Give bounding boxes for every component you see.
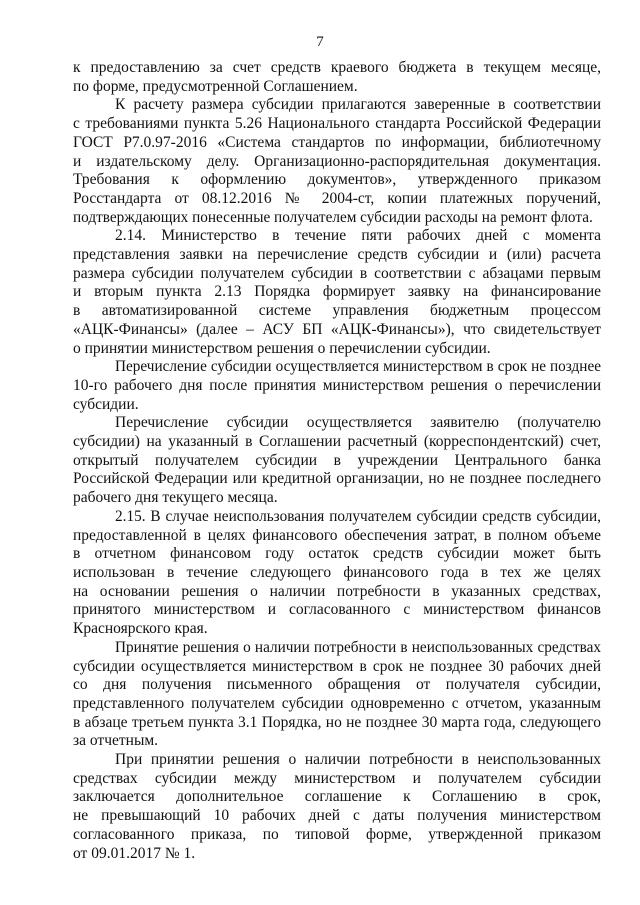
text-line: открытый получателем субсидии в учреждении Центрального банка xyxy=(73,451,601,469)
text-line: «АЦК-Финансы» (далее – АСУ БП «АЦК-Финансы»), что свидетельствует xyxy=(73,320,601,338)
text-line: 2.14. Министерство в течение пяти рабочих дней с момента xyxy=(115,227,601,245)
text-line: При принятии решения о наличии потребности в неиспользованных xyxy=(115,751,601,769)
text-line: рабочего дня текущего месяца. xyxy=(73,489,278,507)
text-line: размера субсидии получателем субсидии в соответствии с абзацами первым xyxy=(73,264,601,282)
text-line: Красноярского края. xyxy=(73,620,208,638)
paragraph xyxy=(73,96,601,227)
text-line: К расчету размера субсидии прилагаются заверенные в соответствии xyxy=(115,96,601,114)
text-line: в автоматизированной системе управления бюджетным процессом xyxy=(73,302,601,320)
text-line: Российской Федерации или кредитной организации, но не позднее последнего xyxy=(73,470,601,488)
text-line: в отчетном финансовом году остаток средств субсидии может быть xyxy=(73,545,601,563)
text-line: согласованного приказа, по типовой форме, утвержденной приказом xyxy=(73,825,601,843)
text-line: субсидии. xyxy=(73,395,139,413)
text-line: с требованиями пункта 5.26 Национального стандарта Российской Федерации xyxy=(73,115,601,133)
text-line: представления заявки на перечисление средств субсидии и (или) расчета xyxy=(73,246,601,264)
text-line: за отчетным. xyxy=(73,732,159,750)
text-line: Перечисление субсидии осуществляется министерством в срок не позднее xyxy=(115,358,601,376)
text-line: от 09.01.2017 № 1. xyxy=(73,844,196,862)
page-number: 7 xyxy=(316,34,324,50)
text-line: принятого министерством и согласованного с министерством финансов xyxy=(73,601,601,619)
paragraph xyxy=(73,358,601,414)
text-line: Требования к оформлению документов», утвержденного приказом xyxy=(73,171,601,189)
paragraph xyxy=(73,751,601,863)
text-line: субсидии) на указанный в Соглашении расчетный (корреспондентский) счет, xyxy=(73,433,601,451)
paragraph xyxy=(73,639,601,751)
text-line: со дня получения письменного обращения от получателя субсидии, xyxy=(73,676,601,694)
text-line: Принятие решения о наличии потребности в неиспользованных средствах xyxy=(115,638,601,656)
text-line: субсидии осуществляется министерством в срок не позднее 30 рабочих дней xyxy=(73,657,601,675)
text-line: по форме, предусмотренной Соглашением. xyxy=(73,77,358,95)
text-line: представленного получателем субсидии одновременно с отчетом, указанным xyxy=(73,694,601,712)
text-line: и вторым пункта 2.13 Порядка формирует заявку на финансирование xyxy=(73,283,601,301)
text-line: подтверждающих понесенные получателем субсидии расходы на ремонт флота. xyxy=(73,208,593,226)
text-line: и издательскому делу. Организационно-распорядительная документация. xyxy=(73,152,601,170)
text-line: ГОСТ Р7.0.97-2016 «Система стандартов по информации, библиотечному xyxy=(73,133,601,151)
paragraph xyxy=(73,508,601,639)
paragraph xyxy=(73,227,601,358)
text-line: на основании решения о наличии потребности в указанных средствах, xyxy=(73,582,601,600)
text-line: предоставленной в целях финансового обеспечения затрат, в полном объеме xyxy=(73,526,601,544)
document-body xyxy=(73,59,601,863)
text-line: 10-го рабочего дня после принятия министерством решения о перечислении xyxy=(73,376,601,394)
text-line: в абзаце третьем пункта 3.1 Порядка, но не позднее 30 марта года, следующего xyxy=(73,713,601,731)
text-line: Перечисление субсидии осуществляется заявителю (получателю xyxy=(115,414,601,432)
text-line: не превышающий 10 рабочих дней с даты получения министерством xyxy=(73,807,601,825)
text-line: заключается дополнительное соглашение к Соглашению в срок, xyxy=(73,788,601,806)
text-line: 2.15. В случае неиспользования получателем субсидии средств субсидии, xyxy=(115,507,601,525)
text-line: Росстандарта от 08.12.2016 № 2004-ст, копии платежных поручений, xyxy=(73,189,601,207)
paragraph xyxy=(73,414,601,508)
paragraph xyxy=(73,59,601,96)
text-line: к предоставлению за счет средств краевого бюджета в текущем месяце, xyxy=(73,59,601,76)
text-line: использован в течение следующего финансового года в тех же целях xyxy=(73,563,601,581)
text-line: о принятии министерством решения о перечислении субсидии. xyxy=(73,339,491,357)
text-line: средствах субсидии между министерством и получателем субсидии xyxy=(73,769,601,787)
